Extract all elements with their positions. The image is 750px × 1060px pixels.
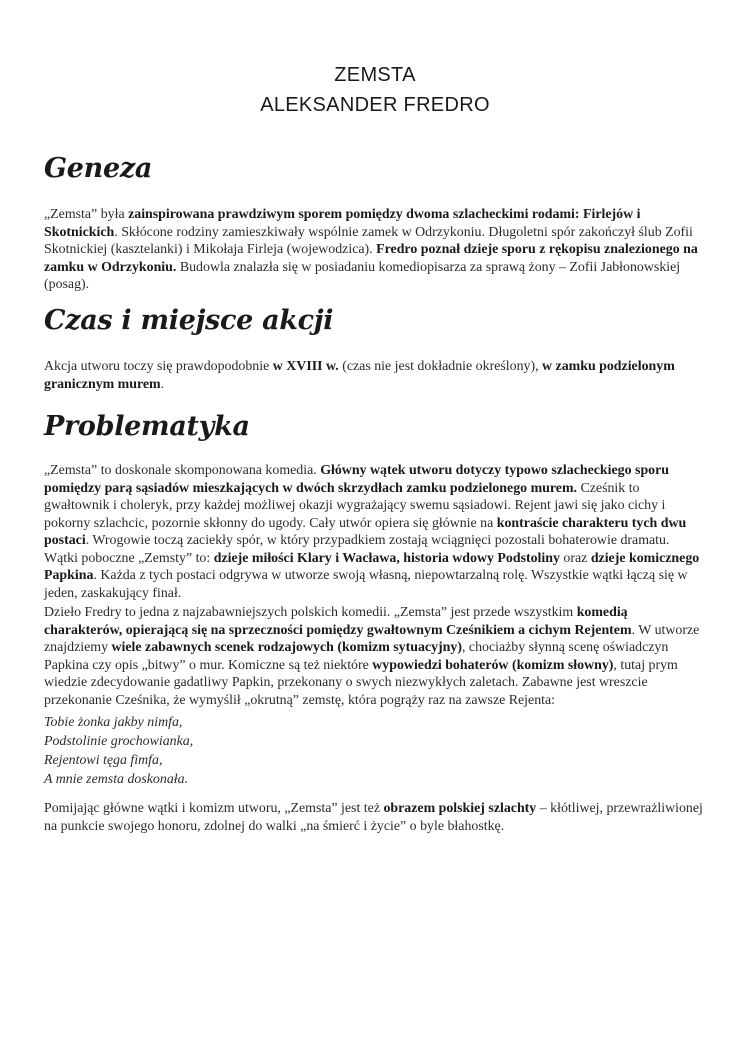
document-author: ALEKSANDER FREDRO [260,94,490,116]
paragraph-geneza: „Zemsta” była zainspirowana prawdziwym sporem pomiędzy dwoma szlacheckimi rodami: Firlejów i Skotnickich. Skłócone rodziny zamieszkiwały wspólnie zamek w Odrzykoniu. Długoletni spór zakończył ślub Zofii Skotnickiej (kasztelanki) i Mikołaja Firleja (wojewodzica). Fredro poznał dzieje sporu z rękopisu znalezionego na zamku w Odrzykoniu. Budowla znalazła się w posiadaniu komediopisarza za sprawą żony – Zofii Jabłonowskiej (posag). [44,207,698,292]
document-title: ZEMSTA [334,64,416,86]
poem-line: Tobie żonka jakby nimfa, [44,715,183,730]
heading-problematyka: Problematyka [44,411,250,442]
paragraph-czas: Akcja utworu toczy się prawdopodobnie w XVIII w. (czas nie jest dokładnie określony), w zamku podzielonym granicznym murem. [44,359,675,392]
poem-quote [44,713,193,789]
paragraph-problematyka-2: Dzieło Fredry to jedna z najzabawniejszych polskich komedii. „Zemsta” jest przede wszystkim komedią charakterów, opierającą się na sprzeczności pomiędzy gwałtownym Cześnikiem a cichym Rejentem. W utworze znajdziemy wiele zabawnych scenek rodzajowych (komizm sytuacyjny), chociażby słynną scenę oświadczyn Papkina czy opis „bitwy” o mur. Komiczne są też niektóre wypowiedzi bohaterów (komizm słowny), tutaj prym wiedzie zdecydowanie gadatliwy Papkin, przekonany o swych niezwykłych zaletach. Zabawne jest wreszcie przekonanie Cześnika, że wymyślił „okrutną” zemstę, która pogrąży raz na zawsze Rejenta: [44,605,700,708]
paragraph-problematyka-3: Pomijając główne wątki i komizm utworu, „Zemsta” jest też obrazem polskiej szlachty – kłótliwej, przewrażliwionej na punkcie swojego honoru, zdolnej do walki „na śmierć i życie” o byle błahostkę. [44,801,703,834]
poem-line: Rejentowi tęga fimfa, [44,753,163,768]
poem-line: Podstolinie grochowianka, [44,734,194,749]
heading-czas: Czas i miejsce akcji [44,305,334,336]
heading-geneza: Geneza [44,153,153,184]
poem-line: A mnie zemsta doskonała. [44,772,189,787]
paragraph-problematyka-1: „Zemsta” to doskonale skomponowana komedia. Główny wątek utworu dotyczy typowo szlacheckiego sporu pomiędzy parą sąsiadów mieszkających w dwóch skrzydłach zamku podzielonego murem. Cześnik to gwałtownik i choleryk, przy każdej możliwej okazji wygrażający swemu sąsiadowi. Rejent jawi się jako cichy i pokorny szlachcic, pozornie skłonny do ugody. Cały utwór opiera się głównie na kontraście charakteru tych dwu postaci. Wrogowie toczą zaciekły spór, w który przypadkiem zostają wciągnięci pozostali bohaterowie dramatu. Wątki poboczne „Zemsty” to: dzieje miłości Klary i Wacława, historia wdowy Podstoliny oraz dzieje komicznego Papkina. Każda z tych postaci odgrywa w utworze swoją własną, niepowtarzalną rolę. Wszystkie wątki łączą się w jeden, zaskakujący finał. [44,463,700,601]
